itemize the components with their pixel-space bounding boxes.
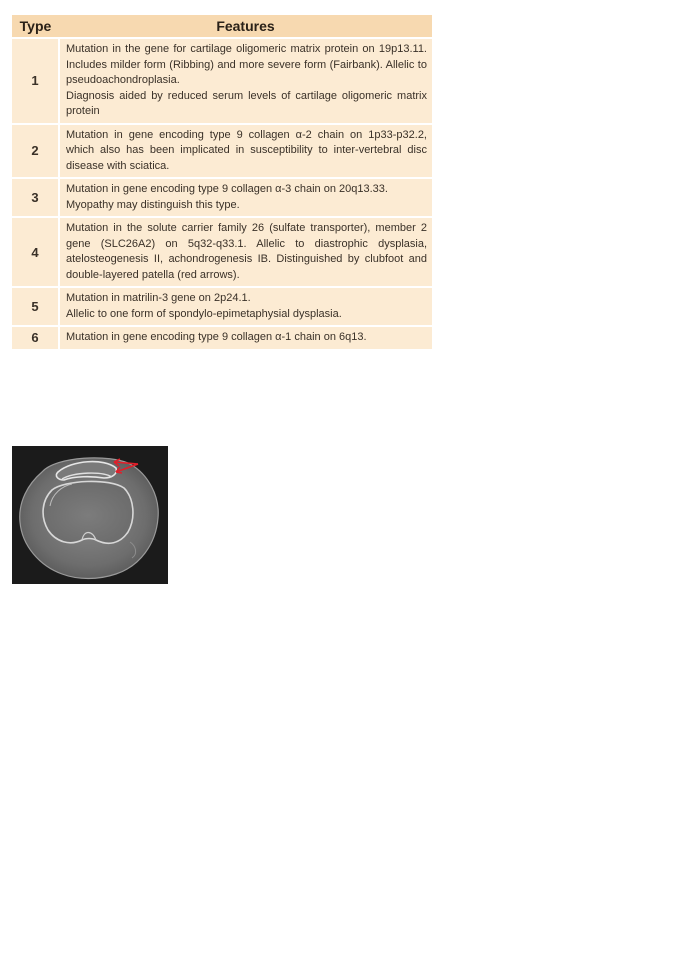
table-row <box>12 326 432 350</box>
type-cell: 5 <box>12 287 59 326</box>
features-cell <box>59 38 432 124</box>
features-text-line: Myopathy may distinguish this type. <box>66 198 240 211</box>
type-cell: 1 <box>12 38 59 124</box>
features-text-line: Allelic to one form of spondylo-epimetaphysial dysplasia. <box>66 307 342 320</box>
features-cell <box>59 217 432 287</box>
features-cell <box>59 124 432 179</box>
table-row <box>12 38 432 124</box>
table-row <box>12 217 432 287</box>
features-text-line: Mutation in the gene for cartilage oligomeric matrix protein on 19p13.11. Includes milder form (Ribbing) and more severe form (Fairbank). Allelic to pseudoachondroplasia. <box>66 43 427 86</box>
features-text-line: Mutation in gene encoding type 9 collagen α-1 chain on 6q13. <box>66 331 367 343</box>
features-cell <box>59 287 432 326</box>
table-row <box>12 178 432 217</box>
features-text-line: Mutation in the solute carrier family 26 (sulfate transporter), member 2 gene (SLC26A2) on 5q32-q33.1. Allelic to diastrophic dysplasia, atelosteogenesis II, achondrogenesis IB. Distinguished by clubfoot and double-layered patella (red arrows). <box>66 222 427 281</box>
table-row <box>12 124 432 179</box>
type-cell: 3 <box>12 178 59 217</box>
features-text-line: Mutation in gene encoding type 9 collagen α-2 chain on 1p33-p32.2, which also has been implicated in susceptibility to inter-vertebral disc disease with sciatica. <box>66 128 427 172</box>
features-text-line: Mutation in gene encoding type 9 collagen α-3 chain on 20q13.33. <box>66 183 388 195</box>
type-cell: 2 <box>12 124 59 179</box>
table-header-row <box>12 15 432 38</box>
features-text-line: Mutation in matrilin-3 gene on 2p24.1. <box>66 292 251 304</box>
type-cell: 6 <box>12 326 59 350</box>
femoral-condyles <box>43 481 133 543</box>
features-text-line: Diagnosis aided by reduced serum levels of cartilage oligomeric matrix protein <box>66 89 427 117</box>
features-cell <box>59 326 432 350</box>
features-column-header: Features <box>59 15 432 38</box>
type-cell: 4 <box>12 217 59 287</box>
ct-knee-illustration <box>12 446 168 584</box>
features-table <box>12 15 432 351</box>
table-row <box>12 287 432 326</box>
type-column-header: Type <box>12 15 59 38</box>
ct-knee-image <box>12 446 168 584</box>
features-cell <box>59 178 432 217</box>
